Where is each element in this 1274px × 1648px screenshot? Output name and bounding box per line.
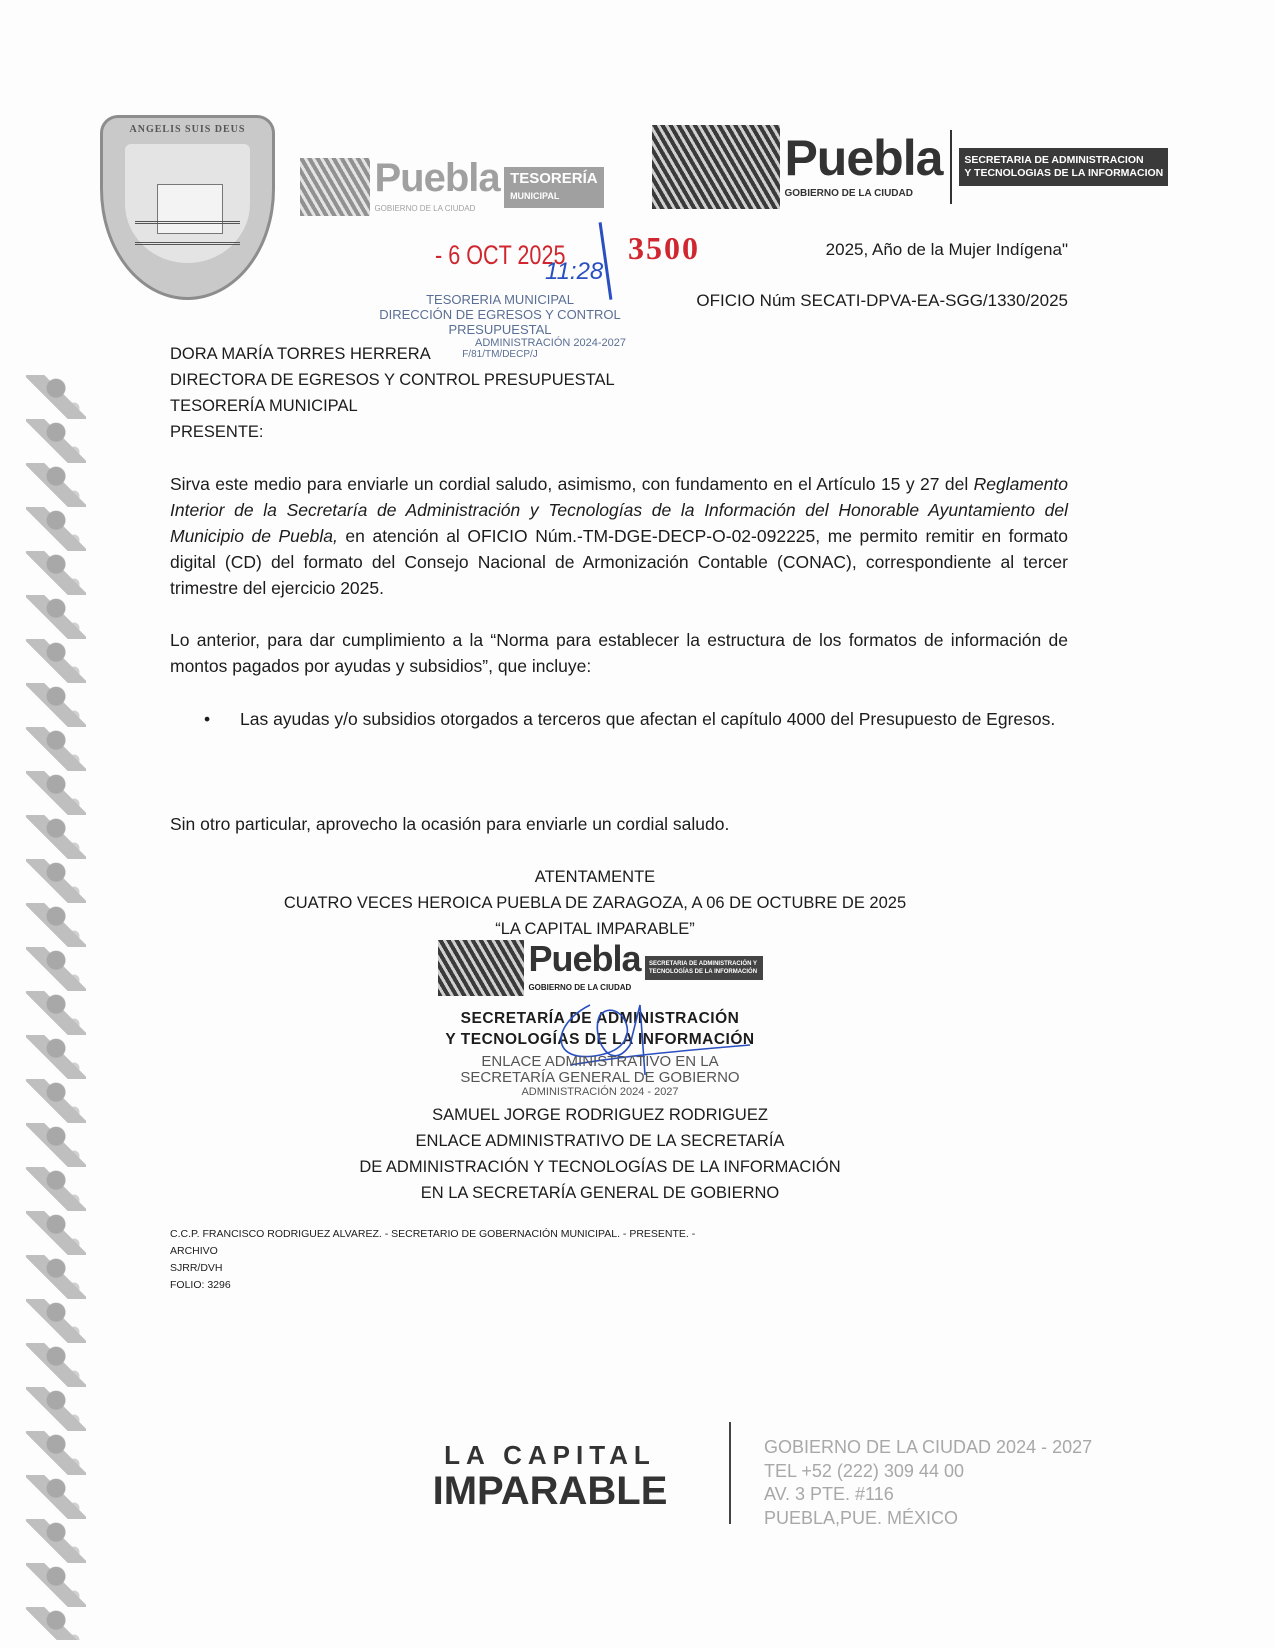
stamp-line: PRESUPUESTAL [448,322,552,337]
logo-box-line: TESORERÍA [510,169,598,187]
signer-title: EN LA SECRETARÍA GENERAL DE GOBIERNO [420,1184,780,1202]
cc-line: SJRR/DVH [170,1262,223,1274]
logo-sub: GOBIERNO DE LA CIUDAD [784,188,913,199]
body-paragraph-1 [170,471,1068,601]
water-icon [135,221,240,245]
receipt-folio: 3500 [628,230,700,266]
footer-slogan [400,1440,700,1511]
stamp-line: TESORERIA MUNICIPAL [426,292,574,307]
stamp-line: DIRECCIÓN DE EGRESOS Y CONTROL [379,307,621,322]
secati-logo [652,125,1168,209]
stamp-line: ENLACE ADMINISTRATIVO EN LA [481,1053,719,1070]
recipient-office: TESORERÍA MUNICIPAL [170,397,358,415]
contact-line: PUEBLA,PUE. MÉXICO [764,1507,959,1528]
atentamente: ATENTAMENTE [534,868,656,886]
logo-brand: Puebla [374,156,500,200]
recipient-title: DIRECTORA DE EGRESOS Y CONTROL PRESUPUESTAL [170,371,615,389]
stamp-line: SECRETARÍA GENERAL DE GOBIERNO [460,1069,740,1086]
receipt-date: - 6 OCT 2025 [435,240,566,270]
enlace-stamp [400,1054,800,1099]
signer-block [300,1102,900,1206]
city-art-icon [300,158,370,216]
tesoreria-logo [300,158,604,216]
enlace-stamp-admin: ADMINISTRACIÓN 2024 - 2027 [521,1086,679,1098]
bullet-icon: • [204,709,211,729]
city-coat-of-arms [100,115,275,300]
city-art-icon [438,940,524,996]
slogan: “LA CAPITAL IMPARABLE” [495,920,695,938]
recipient-name: DORA MARÍA TORRES HERRERA [170,345,431,363]
regulation-title: Reglamento Interior de la Secretaría de Administración y Tecnologías de la Información del Honorable Ayuntamiento del Municipio de Puebla, [170,474,1068,546]
stamp-line: ADMINISTRACIÓN 2024-2027 [475,337,626,349]
signer-title: ENLACE ADMINISTRATIVO DE LA SECRETARÍA [415,1132,785,1150]
dept-line: SECRETARÍA DE ADMINISTRACIÓN [460,1010,740,1027]
logo-brand: Puebla [528,938,641,979]
text: Sirva este medio para enviarle un cordial saludo, asimismo, con fundamento en el Artículo 15 y 27 del [170,474,974,494]
stamp-line: F/81/TM/DECP/J [462,349,538,360]
footer-divider [729,1422,731,1524]
logo-box-line: MUNICIPAL [510,190,560,201]
signer-name: SAMUEL JORGE RODRIGUEZ RODRIGUEZ [432,1106,768,1124]
recipient-presente: PRESENTE: [170,423,264,441]
bullet-text: Las ayudas y/o subsidios otorgados a terceros que afectan el capítulo 4000 del Presupuesto de Egresos. [240,709,1056,729]
contact-line: TEL +52 (222) 309 44 00 [764,1460,964,1481]
body-paragraph-2: Lo anterior, para dar cumplimiento a la “Norma para establecer la estructura de los formatos de información de montos pagados por ayudas y subsidios”, que incluye: [170,630,1068,676]
text: en atención al OFICIO Núm.-TM-DGE-DECP-O-02-092225, me permito remitir en formato digital (CD) del formato del Consejo Nacional de Armonización Contable (CONAC), correspondiente al tercer trimestre del ejercicio 2025. [170,526,1068,598]
oficio-number: OFICIO Núm SECATI-DPVA-EA-SGG/1330/2025 [696,291,1068,310]
logo-sub: GOBIERNO DE LA CIUDAD [374,204,476,213]
year-motto: 2025, Año de la Mujer Indígena" [825,240,1068,259]
contact-line: AV. 3 PTE. #116 [764,1484,894,1504]
logo-box-line: Y TECNOLOGIAS DE LA INFORMACION [964,167,1164,179]
body-paragraph-3: Sin otro particular, aprovecho la ocasión para enviarle un cordial saludo. [170,814,730,834]
signer-title: DE ADMINISTRACIÓN Y TECNOLOGÍAS DE LA INFORMACIÓN [359,1158,841,1176]
seal-motto: ANGELIS SUIS DEUS [129,124,246,135]
cc-line: ARCHIVO [170,1245,218,1257]
city-art-icon [652,125,780,209]
footer-contact [764,1436,1092,1530]
slogan-line: LA CAPITAL [444,1440,656,1470]
closing-block [170,864,1020,942]
slogan-line: IMPARABLE [432,1469,668,1513]
recipient-block [170,341,615,445]
decorative-border [26,375,86,1640]
cc-block [170,1226,695,1294]
bullet-item [204,706,1068,732]
receipt-time: 11:28 [545,258,604,285]
cc-line: FOLIO: 3296 [170,1279,231,1291]
cc-line: C.C.P. FRANCISCO RODRIGUEZ ALVAREZ. - SECRETARIO DE GOBERNACIÓN MUNICIPAL. - PRESENTE. - [170,1228,696,1240]
logo-sub: GOBIERNO DE LA CIUDAD [528,983,632,992]
contact-line: GOBIERNO DE LA CIUDAD 2024 - 2027 [764,1437,1093,1457]
place-date: CUATRO VECES HEROICA PUEBLA DE ZARAGOZA, A 06 DE OCTUBRE DE 2025 [283,894,907,912]
logo-box: SECRETARIA DE ADMINISTRACIÓN Y TECNOLOGÍAS DE LA INFORMACIÓN [645,956,763,980]
logo-brand: Puebla [784,130,943,186]
dept-line: Y TECNOLOGÍAS DE LA INFORMACIÓN [445,1031,755,1048]
logo-box-line: SECRETARIA DE ADMINISTRACION [964,154,1144,166]
